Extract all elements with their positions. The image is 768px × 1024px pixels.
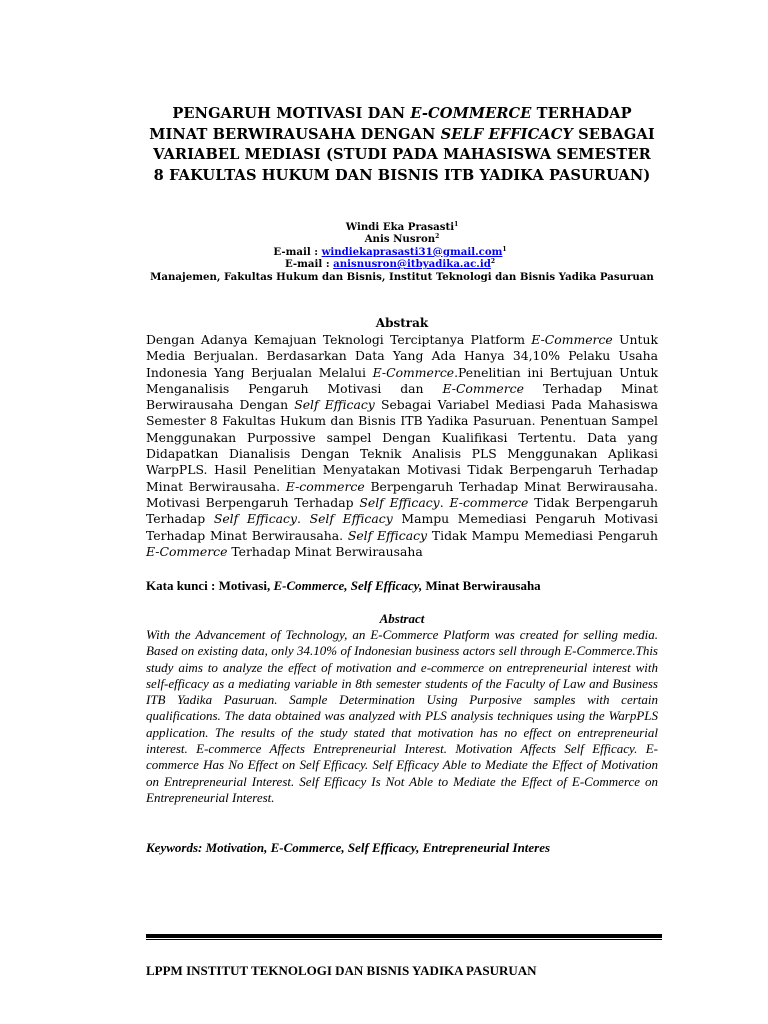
footer-rule-thin — [146, 939, 662, 940]
affiliation: Manajemen, Fakultas Hukum dan Bisnis, Institut Teknologi dan Bisnis Yadika Pasuruan — [150, 270, 654, 283]
paper-title — [146, 104, 658, 186]
abstrak-heading: Abstrak — [375, 316, 429, 330]
title-line-1: PENGARUH MOTIVASI DAN E-COMMERCE TERHADAP — [172, 105, 632, 122]
abstract-body: With the Advancement of Technology, an E-Commerce Platform was created for selling media. Based on existing data, only 34.10% of Indonesian business actors sell through E-Commerce.This study aims to analyze the effect of motivation and e-commerce on entrepreneurial interest with self-efficacy as a mediating variable in 8th semester students of the Faculty of Law and Business ITB Yadika Pasuruan. Sample Determination Using Purposive samples with certain qualifications. The data obtained was analyzed with PLS analysis techniques using the WarpPLS application. The results of the study stated that motivation has no effect on entrepreneurial interest. E-commerce Affects Entrepreneurial Interest. Motivation Affects Self Efficacy. E-commerce Has No Effect on Self Efficacy. Self Efficacy Able to Mediate the Effect of Motivation on Entrepreneurial Interest. Self Efficacy Is Not Able to Mediate the Effect of E-Commerce on Entrepreneurial Interest. — [146, 627, 658, 805]
author-block — [146, 221, 658, 283]
title-line-3: VARIABEL MEDIASI (STUDI PADA MAHASISWA SEMESTER — [153, 146, 651, 163]
page-footer: LPPM INSTITUT TEKNOLOGI DAN BISNIS YADIKA PASURUAN — [146, 963, 537, 978]
author-1-email: E-mail : windiekaprasasti31@gmail.com$^1$ — [273, 245, 507, 258]
title-line-4: 8 FAKULTAS HUKUM DAN BISNIS ITB YADIKA PASURUAN) — [153, 166, 651, 184]
keywords: Keywords: Motivation, E-Commerce, Self Efficacy, Entrepreneurial Interes — [146, 840, 551, 855]
footer-rule — [146, 934, 662, 938]
email-link-1[interactable]: windiekaprasasti31@gmail.com — [321, 245, 503, 258]
author-2-email: E-mail : $anisnusron@itbyadika.ac.id^2$ — [284, 258, 496, 271]
title-italic-self-efficacy: SELF EFFICACY — [440, 125, 573, 143]
email-link-2[interactable]: anisnusron@itbyadika.ac.id — [333, 258, 491, 271]
abstrak-body: Dengan Adanya Kemajuan Teknologi Terciptanya Platform E-Commerce Untuk Media Berjualan. Berdasarkan Data Yang Ada Hanya 34,10% Pelaku Usaha Indonesia Yang Berjualan Melalui E-Commerce.Penelitian ini Bertujuan Untuk Menganalisis Pengaruh Motivasi dan E-Commerce Terhadap Minat Berwirausaha Dengan Self Efficacy Sebagai Variabel Mediasi Pada Mahasiswa Semester 8 Fakultas Hukum dan Bisnis ITB Yadika Pasuruan. Penentuan Sampel Menggunakan Purpossive sampel Dengan Kualifikasi Tertentu. Data yang Didapatkan Dianalisis Dengan Teknik Analisis PLS Menggunakan Aplikasi WarpPLS. Hasil Penelitian Menyatakan Motivasi Tidak Berpengaruh Terhadap Minat Berwirausaha. E-commerce Berpengaruh Terhadap Minat Berwirausaha. Motivasi Berpengaruh Terhadap Self Efficacy. E-commerce Tidak Berpengaruh Terhadap Self Efficacy. Self Efficacy Mampu Memediasi Pengaruh Motivasi Terhadap Minat Berwirausaha. Self Efficacy Tidak Mampu Memediasi Pengaruh E-Commerce Terhadap Minat Berwirausaha — [146, 332, 658, 559]
author-2: Anis Nusron$^2$ — [364, 233, 440, 246]
title-line-2: MINAT BERWIRAUSAHA DENGAN SELF EFFICACY SEBAGAI — [149, 125, 655, 143]
abstract-heading: Abstract — [379, 611, 425, 626]
author-1: Windi Eka Prasasti$^1$ — [345, 221, 459, 233]
title-italic-ecommerce: E-COMMERCE — [410, 105, 532, 122]
kata-kunci: Kata kunci : Motivasi, E-Commerce, Self Efficacy, Minat Berwirausaha — [146, 578, 541, 593]
